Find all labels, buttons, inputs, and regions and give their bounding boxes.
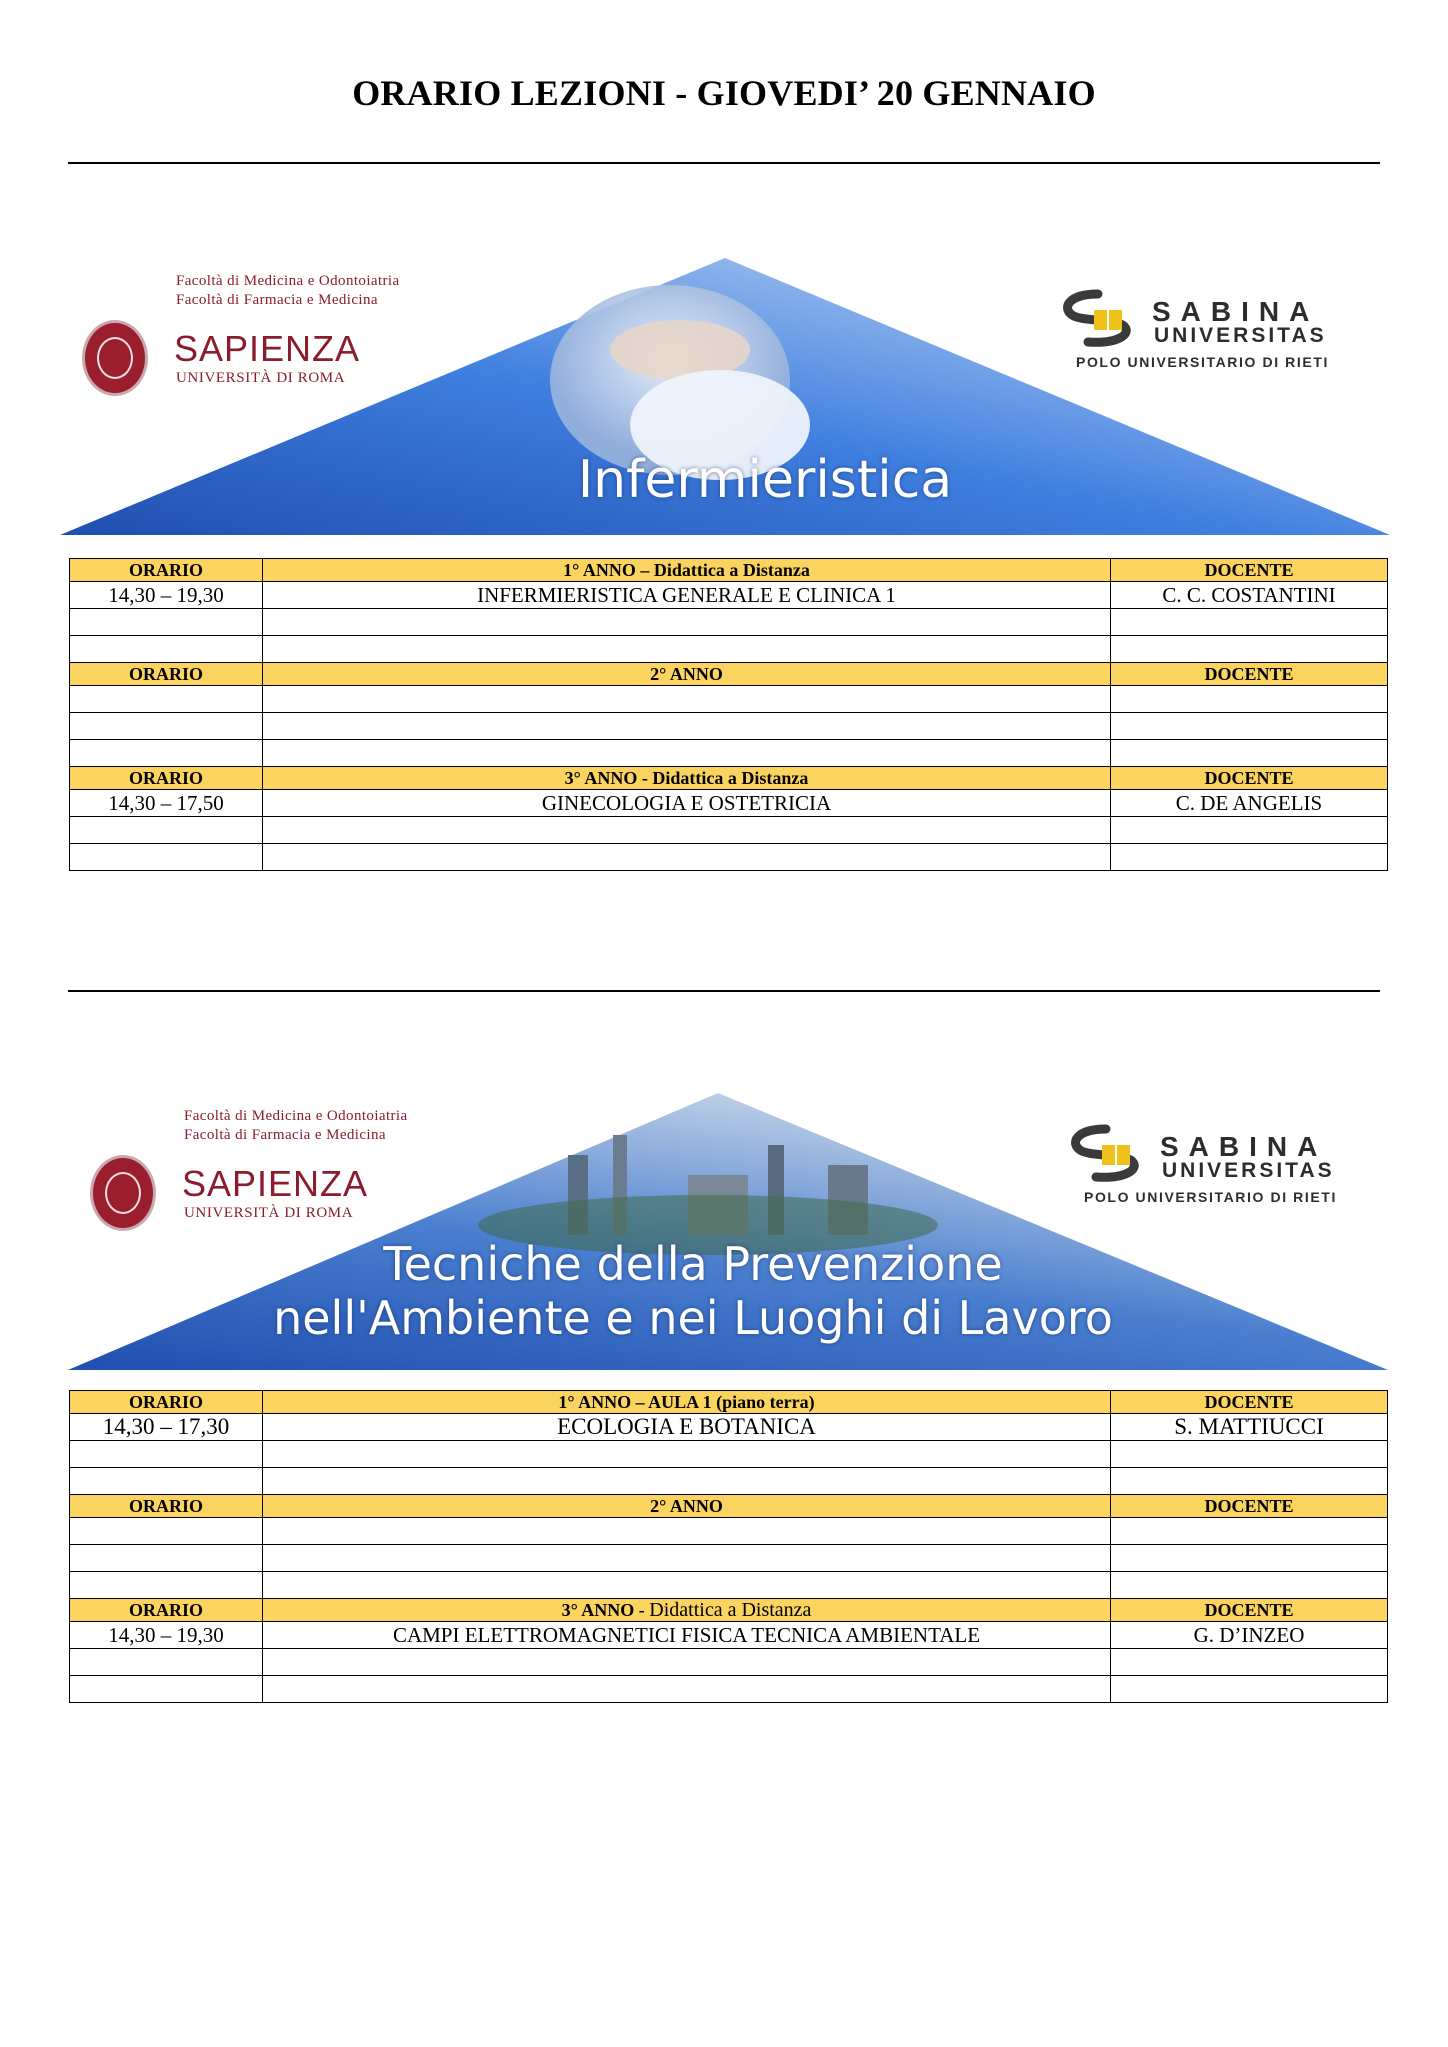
page-title: ORARIO LEZIONI - GIOVEDI’ 20 GENNAIO [352, 73, 1096, 113]
cell-time [70, 1468, 263, 1495]
cell-time [70, 1676, 263, 1703]
table-row [70, 790, 1388, 817]
cell-subject [263, 844, 1111, 871]
cell-subject: ECOLOGIA E BOTANICA [263, 1414, 1111, 1441]
top-divider [68, 162, 1380, 164]
header-orario: ORARIO [70, 1599, 263, 1622]
cell-teacher [1111, 1545, 1388, 1572]
schedule-table-tecniche-prevenzione [69, 1390, 1388, 1703]
cell-time [70, 1572, 263, 1599]
cell-time [70, 1649, 263, 1676]
middle-divider [68, 990, 1380, 992]
cell-time [70, 686, 263, 713]
cell-teacher [1111, 1468, 1388, 1495]
cell-teacher: G. D’INZEO [1111, 1622, 1388, 1649]
header-year: 2° ANNO [263, 663, 1111, 686]
header-docente: DOCENTE [1111, 1599, 1388, 1622]
table-row [70, 686, 1388, 713]
cell-subject [263, 1545, 1111, 1572]
sapienza-name: SAPIENZA [182, 1163, 369, 1204]
cell-subject: INFERMIERISTICA GENERALE E CLINICA 1 [263, 582, 1111, 609]
cell-teacher [1111, 817, 1388, 844]
sabina-universitas: UNIVERSITAS [1162, 1159, 1335, 1182]
sabina-universitas: UNIVERSITAS [1154, 324, 1327, 347]
schedule-table-infermieristica [69, 558, 1388, 871]
cell-subject [263, 1572, 1111, 1599]
cell-time [70, 1518, 263, 1545]
header-year: 1° ANNO – AULA 1 (piano terra) [263, 1391, 1111, 1414]
cell-time: 14,30 – 17,50 [70, 790, 263, 817]
cell-subject [263, 1676, 1111, 1703]
table-row [70, 609, 1388, 636]
cell-time [70, 1545, 263, 1572]
sapienza-name: SAPIENZA [174, 328, 361, 369]
sabina-name: SABINA [1152, 296, 1320, 327]
sabina-polo: POLO UNIVERSITARIO DI RIETI [1076, 354, 1329, 370]
table-row [70, 844, 1388, 871]
header-orario: ORARIO [70, 663, 263, 686]
cell-teacher [1111, 713, 1388, 740]
faculty-line-1: Facoltà di Medicina e Odontoiatria [176, 273, 400, 289]
table-row [70, 1572, 1388, 1599]
cell-subject [263, 1441, 1111, 1468]
cell-subject: GINECOLOGIA E OSTETRICIA [263, 790, 1111, 817]
sabina-name: SABINA [1160, 1131, 1328, 1162]
cell-time [70, 713, 263, 740]
cell-subject [263, 686, 1111, 713]
cell-subject [263, 1468, 1111, 1495]
cell-subject [263, 740, 1111, 767]
course-title-line-2: nell'Ambiente e nei Luoghi di Lavoro [273, 1291, 1113, 1345]
cell-time: 14,30 – 19,30 [70, 582, 263, 609]
header-year: 2° ANNO [263, 1495, 1111, 1518]
cell-time: 14,30 – 17,30 [70, 1414, 263, 1441]
cell-time [70, 1441, 263, 1468]
cell-teacher [1111, 1649, 1388, 1676]
table-row [70, 1518, 1388, 1545]
cell-teacher [1111, 1441, 1388, 1468]
banner-infermieristica [60, 250, 1390, 540]
cell-teacher: C. DE ANGELIS [1111, 790, 1388, 817]
cell-teacher [1111, 609, 1388, 636]
sapienza-subtitle: UNIVERSITÀ DI ROMA [184, 1205, 354, 1221]
table-row [70, 1622, 1388, 1649]
faculty-line-1: Facoltà di Medicina e Odontoiatria [184, 1108, 408, 1124]
banner-tecniche-prevenzione [68, 1085, 1398, 1375]
sabina-polo: POLO UNIVERSITARIO DI RIETI [1084, 1189, 1337, 1205]
cell-subject [263, 1649, 1111, 1676]
cell-teacher [1111, 740, 1388, 767]
sabina-logo-icon [1066, 1123, 1156, 1183]
table-row [70, 817, 1388, 844]
course-title-line-1: Infermieristica [577, 450, 953, 510]
cell-subject [263, 609, 1111, 636]
cell-subject [263, 636, 1111, 663]
header-year: 1° ANNO – Didattica a Distanza [263, 559, 1111, 582]
table-row [70, 636, 1388, 663]
cell-time: 14,30 – 19,30 [70, 1622, 263, 1649]
cell-time [70, 740, 263, 767]
cell-subject [263, 1518, 1111, 1545]
header-year: 3° ANNO - Didattica a Distanza [263, 1599, 1111, 1622]
table-row [70, 1545, 1388, 1572]
sapienza-seal-icon [82, 320, 148, 396]
sapienza-seal-icon [90, 1155, 156, 1231]
cell-teacher [1111, 686, 1388, 713]
table-header-row [70, 663, 1388, 686]
table-header-row [70, 1495, 1388, 1518]
faculty-line-2: Facoltà di Farmacia e Medicina [184, 1127, 386, 1143]
header-docente: DOCENTE [1111, 767, 1388, 790]
cell-teacher [1111, 1518, 1388, 1545]
sabina-logo-icon [1058, 288, 1148, 348]
cell-teacher [1111, 844, 1388, 871]
cell-subject [263, 713, 1111, 740]
header-orario: ORARIO [70, 1495, 263, 1518]
cell-time [70, 817, 263, 844]
sapienza-subtitle: UNIVERSITÀ DI ROMA [176, 370, 346, 386]
course-title-line-1: Tecniche della Prevenzione [383, 1237, 1003, 1291]
header-orario: ORARIO [70, 1391, 263, 1414]
table-header-row [70, 1391, 1388, 1414]
cell-time [70, 609, 263, 636]
table-header-row [70, 767, 1388, 790]
header-docente: DOCENTE [1111, 663, 1388, 686]
header-docente: DOCENTE [1111, 1391, 1388, 1414]
table-row [70, 1468, 1388, 1495]
table-row [70, 1441, 1388, 1468]
header-orario: ORARIO [70, 559, 263, 582]
table-row [70, 1414, 1388, 1441]
table-header-row [70, 1599, 1388, 1622]
cell-teacher [1111, 1676, 1388, 1703]
cell-subject [263, 817, 1111, 844]
table-header-row [70, 559, 1388, 582]
table-row [70, 1649, 1388, 1676]
table-row [70, 740, 1388, 767]
faculty-line-2: Facoltà di Farmacia e Medicina [176, 292, 378, 308]
cell-time [70, 636, 263, 663]
table-row [70, 582, 1388, 609]
header-orario: ORARIO [70, 767, 263, 790]
table-row [70, 1676, 1388, 1703]
header-docente: DOCENTE [1111, 559, 1388, 582]
cell-teacher: C. C. COSTANTINI [1111, 582, 1388, 609]
cell-subject: CAMPI ELETTROMAGNETICI FISICA TECNICA AMBIENTALE [263, 1622, 1111, 1649]
cell-teacher: S. MATTIUCCI [1111, 1414, 1388, 1441]
header-docente: DOCENTE [1111, 1495, 1388, 1518]
cell-teacher [1111, 636, 1388, 663]
header-year: 3° ANNO - Didattica a Distanza [263, 767, 1111, 790]
cell-teacher [1111, 1572, 1388, 1599]
cell-time [70, 844, 263, 871]
table-row [70, 713, 1388, 740]
